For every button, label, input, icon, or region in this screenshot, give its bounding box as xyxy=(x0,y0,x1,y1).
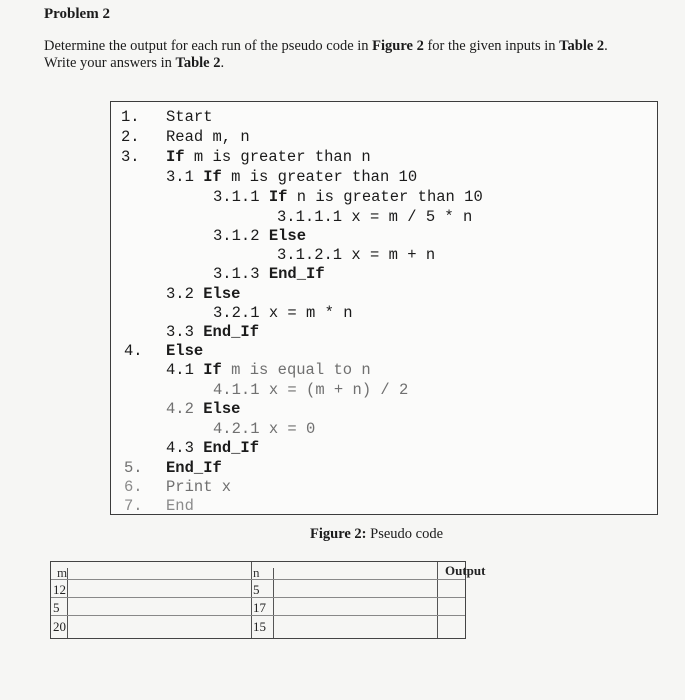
code-line-3-1-1-1 xyxy=(277,208,472,226)
code-line-3-1-1 xyxy=(213,188,483,206)
instruction-line-2 xyxy=(44,55,608,72)
keyword-else: Else xyxy=(203,285,241,303)
instructions xyxy=(44,38,608,72)
instruction-line-1 xyxy=(44,38,608,55)
sub-number: 3.3 xyxy=(166,323,204,341)
instr-text: . xyxy=(604,38,608,54)
step-number-3: 3. xyxy=(121,148,140,166)
cell-m: 20 xyxy=(53,619,66,634)
table-divider xyxy=(437,562,438,638)
code-line-4-1-1 xyxy=(213,381,408,399)
sub-number: 4.1.1 xyxy=(213,381,269,399)
condition-text: m is greater than n xyxy=(184,148,371,166)
condition-text: m is greater than 10 xyxy=(221,168,418,186)
code-line-3-1-3 xyxy=(213,265,325,283)
caption-label: Figure 2: xyxy=(310,526,367,542)
code-line-3-3 xyxy=(166,323,259,341)
sub-number: 4.1 xyxy=(166,361,204,379)
code-line-3-2-1 xyxy=(213,304,353,322)
code-line-7: End xyxy=(166,497,194,515)
step-number-5: 5. xyxy=(124,459,143,477)
code-line-read: Read m, n xyxy=(166,128,250,146)
code-line-3-1-2 xyxy=(213,227,306,245)
code-line-4-2 xyxy=(166,400,240,418)
header-n: n xyxy=(253,565,260,580)
keyword-else: Else xyxy=(203,400,241,418)
keyword-end-if: End_If xyxy=(203,439,260,457)
sub-number: 4.3 xyxy=(166,439,204,457)
cell-m: 5 xyxy=(53,600,60,615)
cell-output[interactable] xyxy=(445,619,585,633)
figure-caption xyxy=(310,526,443,543)
sub-number: 4.2 xyxy=(166,400,204,418)
code-line-start: Start xyxy=(166,108,213,126)
code-line-4-1 xyxy=(166,361,371,379)
sub-number: 3.1.1.1 xyxy=(277,208,352,226)
cell-m: 12 xyxy=(53,582,66,597)
code-line-3 xyxy=(166,148,371,166)
keyword-if: If xyxy=(166,148,185,166)
code-line-4-3 xyxy=(166,439,259,457)
condition-text: n is greater than 10 xyxy=(287,188,483,206)
sub-number: 3.2 xyxy=(166,285,204,303)
assignment: x = 0 xyxy=(268,420,316,438)
condition-text: m is equal to n xyxy=(221,361,371,379)
code-line-3-2 xyxy=(166,285,240,303)
keyword-if: If xyxy=(203,361,222,379)
code-line-4-2-1 xyxy=(213,420,315,438)
keyword-end-if: End_If xyxy=(203,323,260,341)
cell-output[interactable] xyxy=(445,582,585,596)
cell-output[interactable] xyxy=(445,600,585,614)
cell-n: 15 xyxy=(253,619,266,634)
instr-table-ref: Table 2 xyxy=(559,38,605,54)
header-output: Output xyxy=(445,563,486,578)
sub-number: 3.1.2.1 xyxy=(277,246,352,264)
assignment: x = (m + n) / 2 xyxy=(268,381,409,399)
step-number-6: 6. xyxy=(124,478,143,496)
sub-number: 3.1.3 xyxy=(213,265,269,283)
sub-number: 4.2.1 xyxy=(213,420,269,438)
caption-text: Pseudo code xyxy=(366,526,444,542)
cell-n: 17 xyxy=(253,600,266,615)
sub-number: 3.1.1 xyxy=(213,188,269,206)
keyword-else: Else xyxy=(268,227,307,245)
step-number-4: 4. xyxy=(124,342,143,360)
problem-heading: Problem 2 xyxy=(44,6,110,22)
table-2 xyxy=(50,561,486,639)
sub-number: 3.2.1 xyxy=(213,304,269,322)
step-number-7: 7. xyxy=(124,497,143,515)
code-line-3-1 xyxy=(166,168,417,186)
table-divider xyxy=(251,562,252,638)
cell-n: 5 xyxy=(253,582,260,597)
code-line-5: End_If xyxy=(166,459,222,477)
keyword-end-if: End_If xyxy=(268,265,325,283)
header-m: m xyxy=(57,565,68,580)
instr-text: Write your answers in xyxy=(44,55,176,71)
pseudo-code-box xyxy=(110,101,658,515)
sub-number: 3.1 xyxy=(166,168,204,186)
step-number-2: 2. xyxy=(121,128,140,146)
instr-table-ref: Table 2 xyxy=(175,55,221,71)
keyword-if: If xyxy=(268,188,288,206)
instr-text: . xyxy=(220,55,225,71)
assignment: x = m * n xyxy=(268,304,353,322)
step-number-1: 1. xyxy=(121,108,140,126)
instr-text: Determine the output for each run of the pseudo code in xyxy=(44,38,373,54)
sub-number: 3.1.2 xyxy=(213,227,269,245)
assignment: x = m / 5 * n xyxy=(351,208,473,226)
keyword-if: If xyxy=(203,168,222,186)
code-line-6: Print x xyxy=(166,478,232,496)
instr-text: for the given inputs in xyxy=(423,38,560,54)
code-line-3-1-2-1 xyxy=(277,246,435,264)
instr-figure-ref: Figure 2 xyxy=(372,38,424,54)
assignment: x = m + n xyxy=(351,246,436,264)
code-line-4: Else xyxy=(166,342,204,360)
